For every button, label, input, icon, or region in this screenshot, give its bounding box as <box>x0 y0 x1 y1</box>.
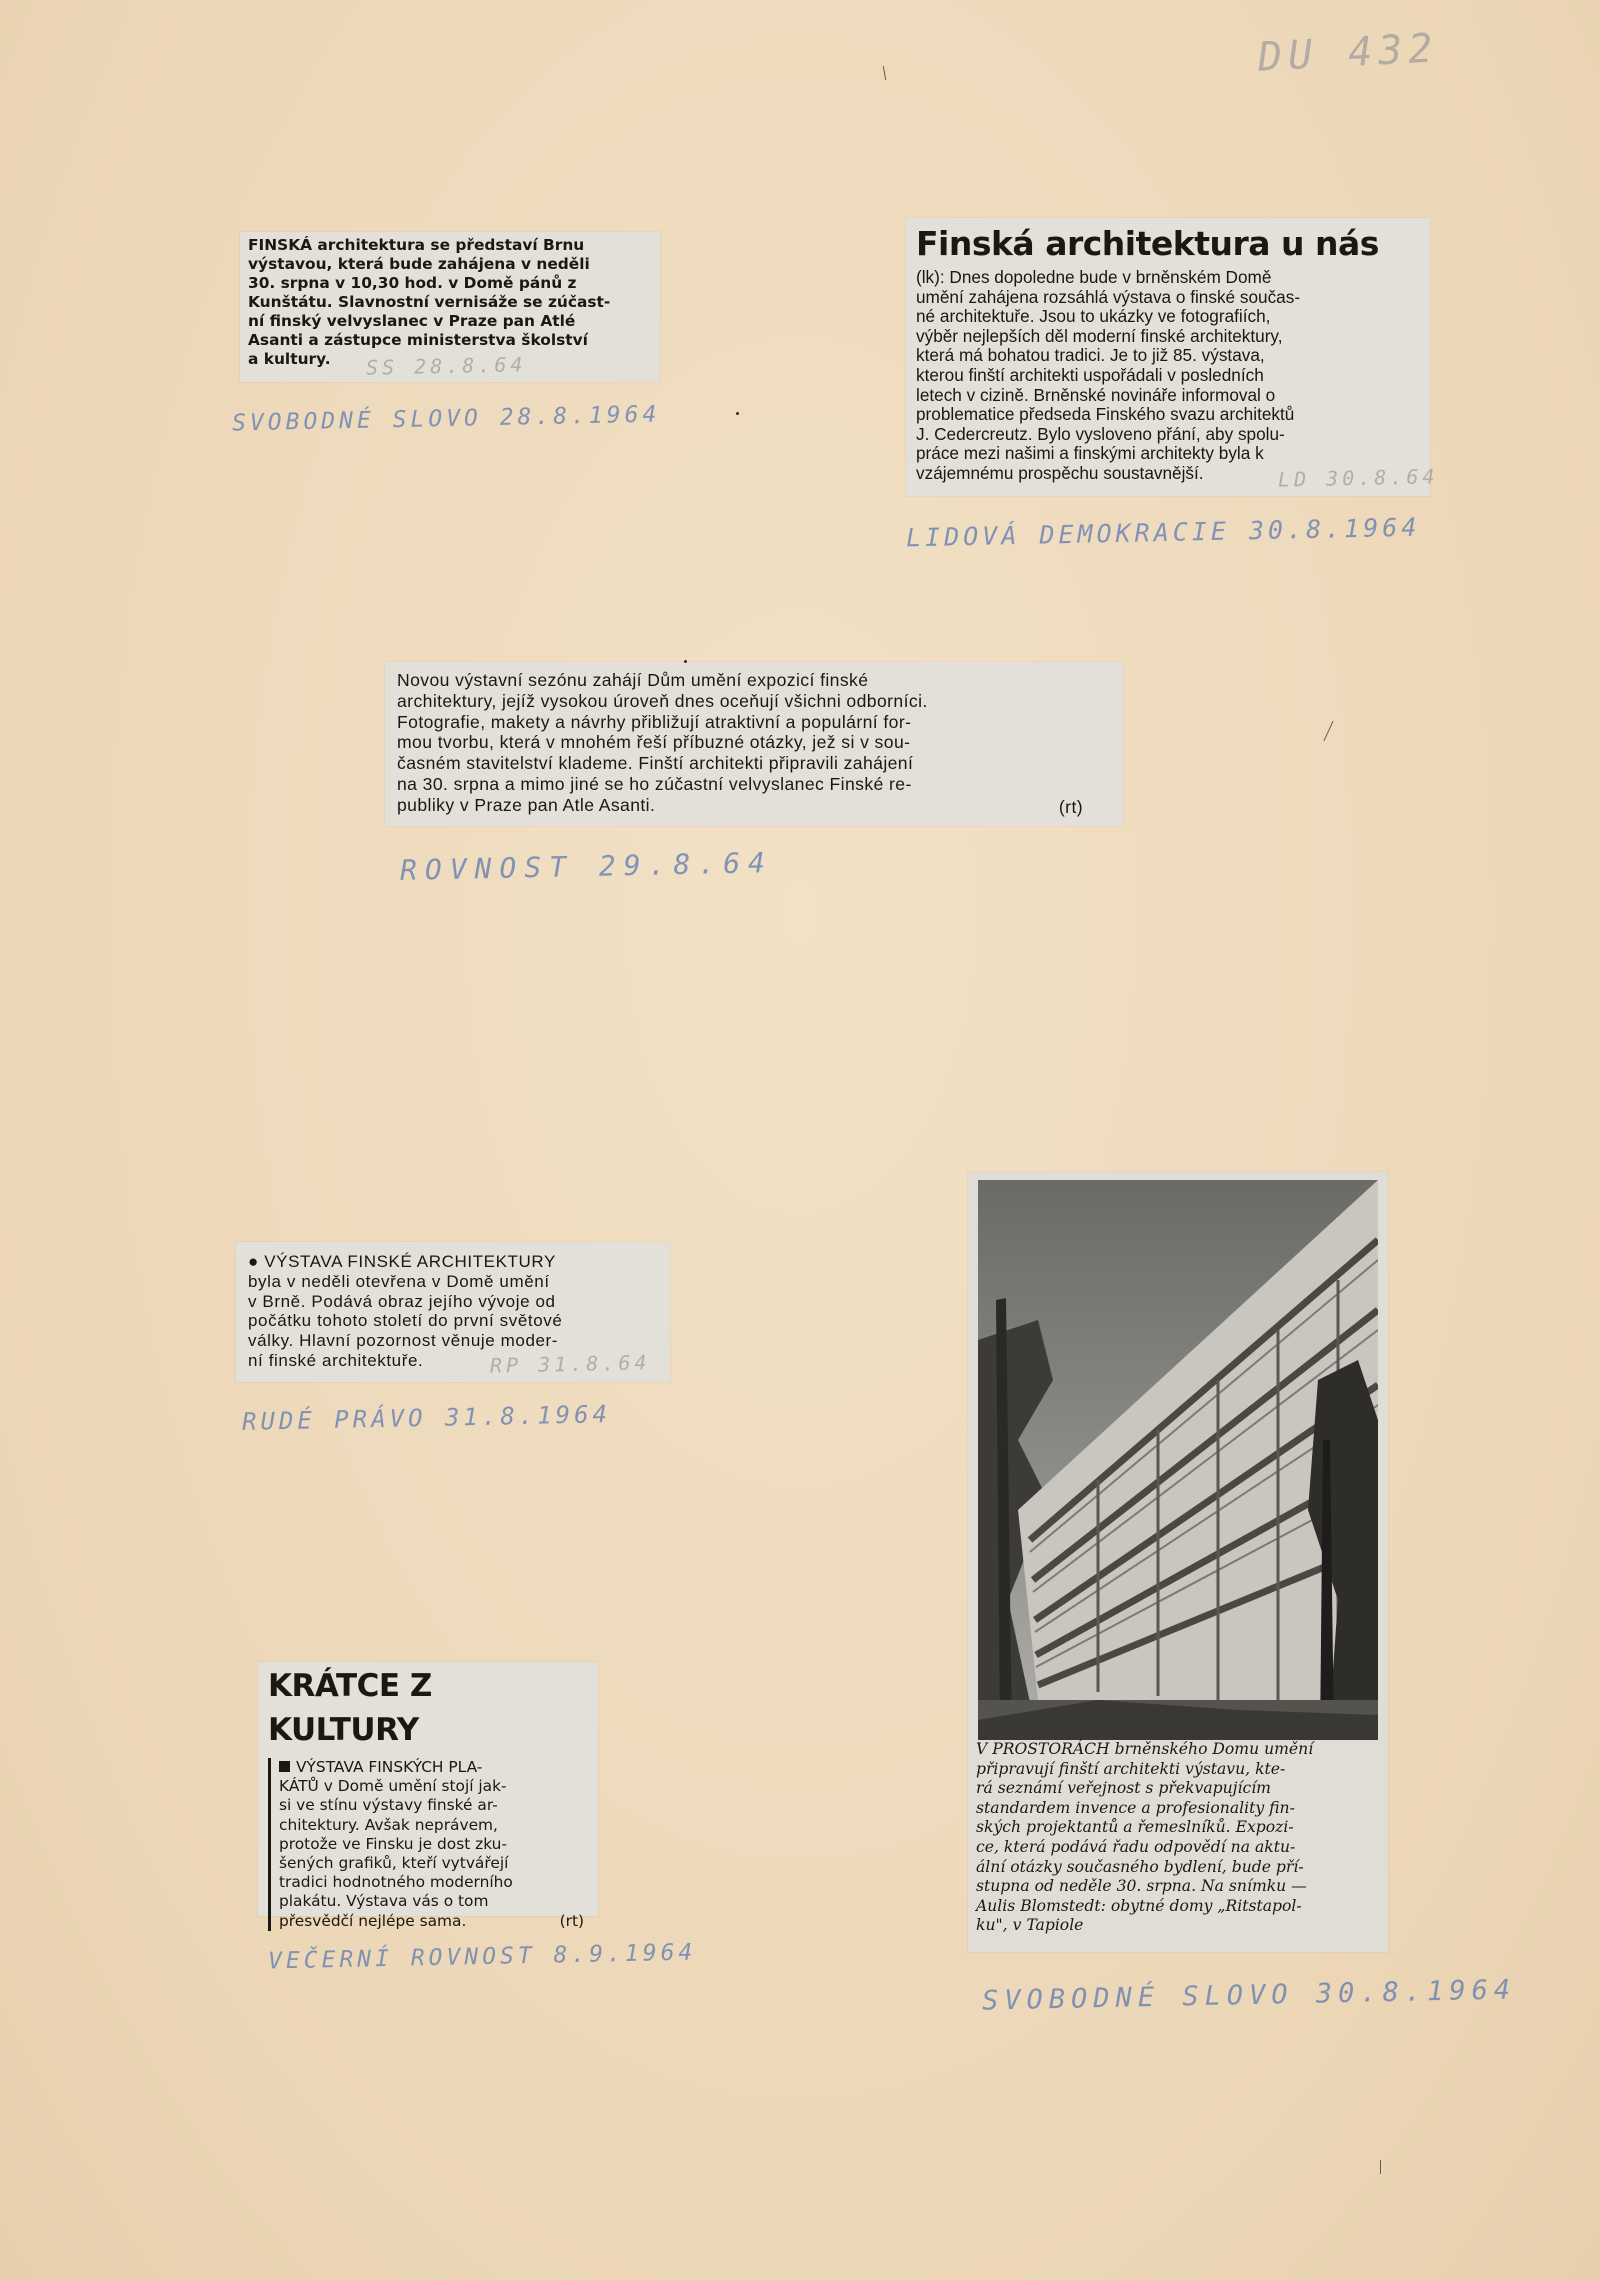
clipping-photo <box>968 1172 1388 1952</box>
clipping-rovnost-29-8 <box>385 662 1123 826</box>
clipping-headline: Finská architektura u nás <box>916 224 1379 263</box>
bullet-square-icon <box>279 1761 290 1772</box>
source-annotation: ROVNOST 29.8.64 <box>399 846 774 887</box>
clipping-text: (lk): Dnes dopoledne bude v brněnském Domě umění zahájena rozsáhlá výstava o finské součas- né architektuře. Jsou to ukázky ve fotografiích, výběr nejlepších děl moderní finské architektury, která má bohatou tradici. Je to již 85. výstava, kterou finští architekti uspořádali v posledních letech v cizině. Brněnské novináře informoval o problematice předseda Finského svazu architektů J. Cedercreutz. Bylo vysloveno přání, aby spolu- práce mezi našimi a finskými architekty byla k vzájemnému prospěchu soustavnější. <box>916 267 1301 483</box>
paper-scratch <box>1380 2160 1381 2174</box>
clipping-text: ● VÝSTAVA FINSKÉ ARCHITEKTURY byla v neděli otevřena v Domě umění v Brně. Podává obraz jejího vývoje od počátku tohoto století do první světové války. Hlavní pozornost věnuje moder- ní finské architektuře. <box>248 1252 563 1370</box>
paper-speck <box>684 660 687 663</box>
clipping-lidova-demokracie <box>906 218 1430 496</box>
clipping-body <box>268 1758 588 1931</box>
clipping-signature: (rt) <box>559 1911 584 1930</box>
clipping-text: VÝSTAVA FINSKÝCH PLA- KÁTŮ v Domě umění stojí jak- si ve stínu výstavy finské ar- chitektury. Avšak neprávem, protože ve Finsku je dost zku- šených grafiků, kteří vytvářejí tradici hodnotného moderního plakátu. Výstava vás o tom přesvědčí nejlépe sama. <box>279 1758 513 1930</box>
source-annotation: VEČERNÍ ROVNOST 8.9.1964 <box>267 1939 697 1975</box>
archive-mark: DU 432 <box>1256 25 1440 81</box>
clipping-vecerni-rovnost <box>258 1662 598 1930</box>
paper-speck <box>736 412 739 415</box>
clipping-text: FINSKÁ architektura se představí Brnu výstavou, která bude zahájena v neděli 30. srpna v 10,30 hod. v Domě pánů z Kunštátu. Slavnostní vernisáže se zúčast- ní finský velvyslanec v Praze pan Atlé Asanti a zástupce ministerstva školství a kultury. <box>248 236 611 368</box>
photo-caption: V PROSTORÁCH brněnského Domu umění připravují finští architekti výstavu, kte- rá seznámí veřejnost s překvapujícím standardem invence a profesionality fin- ských projektantů a řemeslníků. Expozi- ce, která podává řadu odpovědí na aktu- ální otázky současného bydlení, bude pří- stupna od neděle 30. srpna. Na snímku — Aulis Blomstedt: obytné domy „Ritstapol- ku", v Tapiole <box>976 1740 1314 1935</box>
clipping-stamp: SS 28.8.64 <box>365 352 527 380</box>
source-annotation: SVOBODNÉ SLOVO 30.8.1964 <box>981 1974 1517 2017</box>
source-annotation: LIDOVÁ DEMOKRACIE 30.8.1964 <box>905 512 1421 553</box>
building-photo <box>978 1180 1378 1740</box>
paper-scratch <box>883 66 886 80</box>
clipping-text: Novou výstavní sezónu zahájí Dům umění expozicí finské architektury, jejíž vysokou úroveň dnes oceňují všichni odborníci. Fotografie, makety a návrhy přibližují atraktivní a populární for- mou tvorbu, která v mnohém řeší příbuzné otázky, jež si v sou- časném stavitelství klademe. Finští architekti připravili zahájení na 30. srpna a mimo jiné se ho zúčastní velvyslanec Finské re- publiky v Praze pan Atle Asanti. <box>397 670 928 815</box>
clipping-stamp: RP 31.8.64 <box>489 1350 651 1378</box>
clipping-headline: KRÁTCE Z KULTURY <box>268 1668 432 1748</box>
paper-scratch <box>1323 721 1333 741</box>
source-annotation: SVOBODNÉ SLOVO 28.8.1964 <box>231 401 661 437</box>
source-annotation: RUDÉ PRÁVO 31.8.1964 <box>241 1400 612 1436</box>
clipping-stamp: LD 30.8.64 <box>1277 464 1439 492</box>
clipping-signature: (rt) <box>1058 797 1083 818</box>
